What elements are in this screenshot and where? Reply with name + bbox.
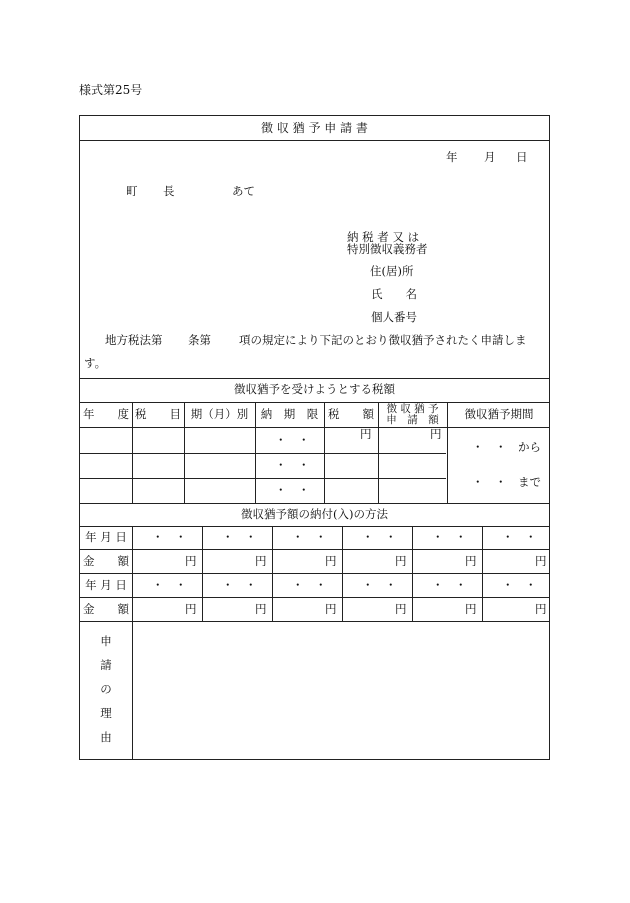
divider [202, 526, 203, 621]
payment-date-dots: ・ ・ [362, 530, 397, 544]
col-tax-item: 税 目 [135, 407, 181, 421]
payment-date-dots: ・ ・ [502, 578, 537, 592]
payment-date-dots: ・ ・ [502, 530, 537, 544]
payment-amount-yen: 円 [395, 602, 407, 616]
reason-label-char: の [100, 682, 112, 696]
reason-label-char: 請 [100, 658, 112, 672]
divider [80, 478, 446, 479]
divider [80, 526, 549, 527]
due-date-dots: ・ ・ [275, 433, 310, 447]
due-date-dots: ・ ・ [275, 483, 310, 497]
divider [482, 526, 483, 621]
payment-date-dots: ・ ・ [152, 578, 187, 592]
statement-part4: す。 [84, 356, 107, 370]
divider [80, 378, 549, 379]
payment-amount-yen: 円 [535, 554, 547, 568]
divider [80, 453, 446, 454]
addressee-town: 町 [126, 184, 138, 198]
payment-amount-yen: 円 [395, 554, 407, 568]
tax-amount-yen: 円 [360, 427, 372, 441]
applicant-number-label: 個人番号 [371, 310, 417, 324]
date-day-label: 日 [516, 150, 528, 164]
divider [80, 503, 549, 504]
reason-label-char: 由 [100, 730, 112, 744]
payment-date-dots: ・ ・ [292, 530, 327, 544]
payment-date-dots: ・ ・ [152, 530, 187, 544]
reason-label-char: 理 [100, 706, 112, 720]
divider [80, 621, 549, 622]
payment-amount-yen: 円 [325, 602, 337, 616]
divider [80, 573, 549, 574]
reason-label-char: 申 [100, 634, 112, 648]
col-deferral-line2: 申 請 額 [386, 414, 439, 426]
row-amount-label: 金 額 [83, 602, 129, 616]
divider [272, 526, 273, 621]
addressee-head: 長 [163, 184, 175, 198]
payment-date-dots: ・ ・ [432, 578, 467, 592]
row-date-label: 年 月 日 [85, 530, 127, 544]
date-month-label: 月 [484, 150, 496, 164]
applicant-role-line1: 納 税 者 又 は [347, 230, 420, 244]
payment-amount-yen: 円 [255, 554, 267, 568]
payment-amount-yen: 円 [325, 554, 337, 568]
divider [80, 427, 549, 428]
payment-amount-yen: 円 [465, 554, 477, 568]
form-number: 様式第25号 [79, 83, 143, 97]
divider [412, 526, 413, 621]
payment-date-dots: ・ ・ [222, 578, 257, 592]
col-deferral-period: 徴収猶予期間 [464, 407, 534, 421]
payment-date-dots: ・ ・ [432, 530, 467, 544]
divider [80, 597, 549, 598]
payment-section-heading: 徴収猶予額の納付(入)の方法 [241, 507, 388, 521]
statement-part1: 地方税法第 [105, 333, 163, 347]
row-amount-label: 金 額 [83, 554, 129, 568]
payment-amount-yen: 円 [255, 602, 267, 616]
col-period: 期（月）別 [190, 407, 249, 421]
date-year-label: 年 [446, 150, 458, 164]
divider [80, 549, 549, 550]
payment-amount-yen: 円 [185, 554, 197, 568]
payment-amount-yen: 円 [185, 602, 197, 616]
col-tax-amount: 税 額 [328, 407, 374, 421]
payment-amount-yen: 円 [465, 602, 477, 616]
divider [80, 140, 549, 141]
applicant-role-line2: 特別徴収義務者 [347, 242, 428, 256]
deferral-amount-yen: 円 [430, 427, 442, 441]
col-fiscal-year: 年 度 [83, 407, 129, 421]
applicant-name-label: 氏 名 [371, 287, 417, 301]
addressee-ate: あて [232, 184, 255, 198]
col-deferral-line1: 徴 収 猶 予 [386, 403, 439, 415]
col-due-date: 納 期 限 [260, 407, 319, 421]
due-date-dots: ・ ・ [275, 458, 310, 472]
applicant-address-label: 住(居)所 [370, 264, 414, 278]
payment-date-dots: ・ ・ [362, 578, 397, 592]
divider [80, 402, 549, 403]
payment-date-dots: ・ ・ [292, 578, 327, 592]
form-title: 徴 収 猶 予 申 請 書 [261, 121, 368, 135]
period-to: ・ ・ まで [472, 475, 541, 489]
statement-part2: 条第 [188, 333, 211, 347]
tax-section-heading: 徴収猶予を受けようとする税額 [234, 382, 395, 396]
application-form [79, 115, 550, 760]
statement-part3: 項の規定により下記のとおり徴収猶予されたく申請しま [239, 333, 527, 347]
divider [132, 526, 133, 760]
row-date-label: 年 月 日 [85, 578, 127, 592]
period-from: ・ ・ から [472, 440, 541, 454]
divider [342, 526, 343, 621]
payment-date-dots: ・ ・ [222, 530, 257, 544]
payment-amount-yen: 円 [535, 602, 547, 616]
